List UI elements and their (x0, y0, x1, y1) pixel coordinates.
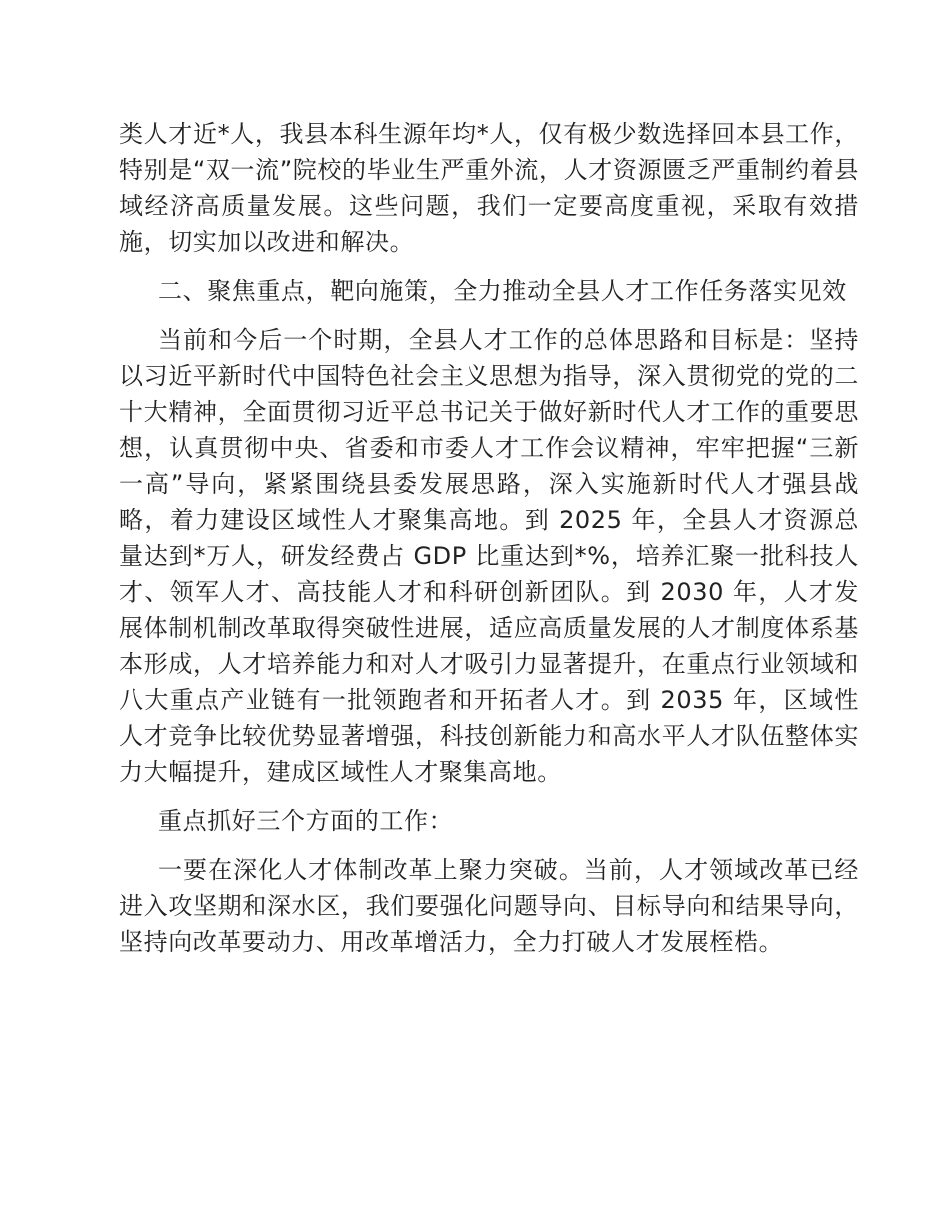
paragraph-overall-goals: 当前和今后一个时期，全县人才工作的总体思路和目标是：坚持以习近平新时代中国特色社会主义思想为指导，深入贯彻党的党的二十大精神，全面贯彻习近平总书记关于做好新时代人才工作的重要思想，认真贯彻中央、省委和市委人才工作会议精神，牢牢把握“三新一高”导向，紧紧围绕县委发展思路，深入实施新时代人才强县战略，着力建设区域性人才聚集高地。到 2025 年，全县人才资源总量达到*万人，研发经费占 GDP 比重达到*%，培养汇聚一批科技人才、领军人才、高技能人才和科研创新团队。到 2030 年，人才发展体制机制改革取得突破性进展，适应高质量发展的人才制度体系基本形成，人才培养能力和对人才吸引力显著提升，在重点行业领域和八大重点产业链有一批领跑者和开拓者人才。到 2035 年，区域性人才竞争比较优势显著增强，科技创新能力和高水平人才队伍整体实力大幅提升，建成区域性人才聚集高地。 (119, 326, 859, 786)
paragraph-three-aspects: 重点抓好三个方面的工作： (158, 807, 454, 835)
section-heading-two: 二、聚焦重点，靶向施策，全力推动全县人才工作任务落实见效 (158, 277, 847, 305)
paragraph-reform-breakthrough: 一要在深化人才体制改革上聚力突破。当前，人才领域改革已经进入攻坚期和深水区，我们要强化问题导向、目标导向和结果导向，坚持向改革要动力、用改革增活力，全力打破人才发展桎梏。 (119, 856, 859, 956)
document-body (119, 116, 859, 973)
paragraph-continuation: 类人才近*人，我县本科生源年均*人，仅有极少数选择回本县工作，特别是“双一流”院校的毕业生严重外流，人才资源匮乏严重制约着县域经济高质量发展。这些问题，我们一定要高度重视，采取有效措施，切实加以改进和解决。 (119, 120, 859, 256)
